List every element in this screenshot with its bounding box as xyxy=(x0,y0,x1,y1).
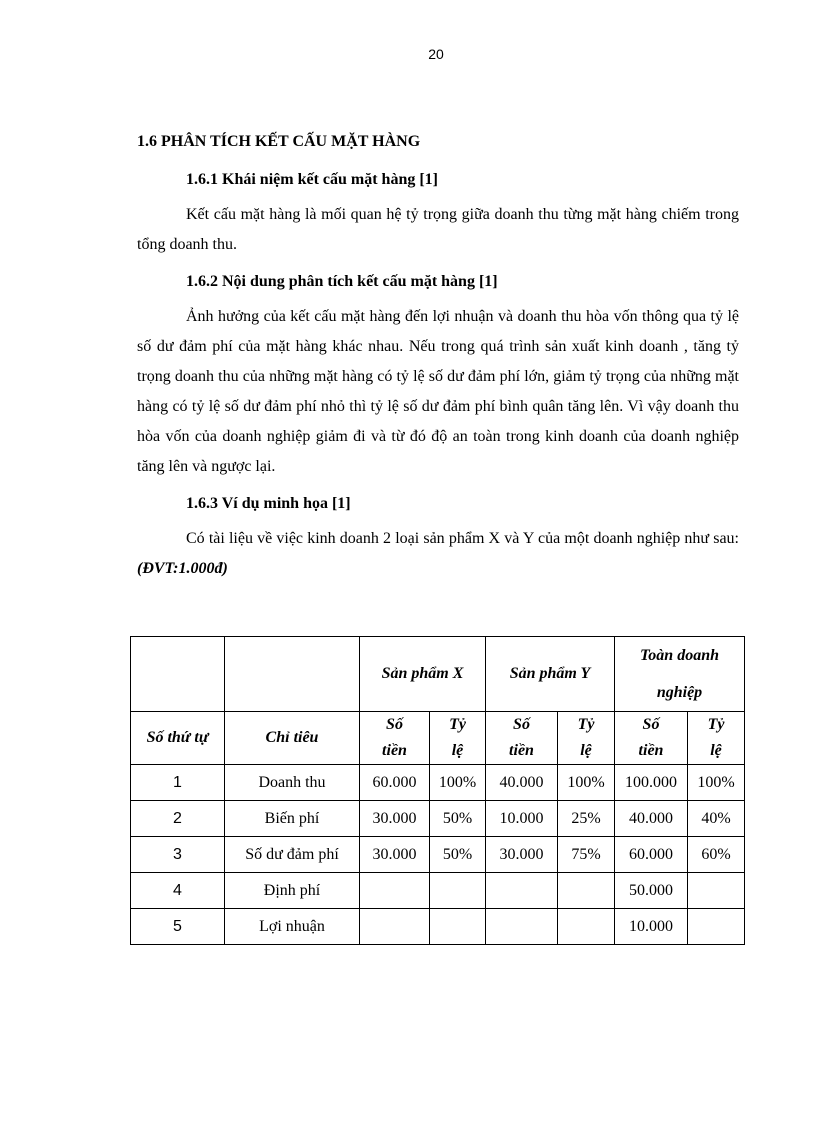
section-heading: 1.6 PHÂN TÍCH KẾT CẤU MẶT HÀNG xyxy=(137,133,421,150)
example-intro: Có tài liệu về việc kinh doanh 2 loại sản phẩm X và Y của một doanh nghiệp như sau: xyxy=(186,530,739,547)
header-empty-2 xyxy=(225,637,360,712)
cell-t-ratio: 60% xyxy=(688,837,745,873)
header-t-ratio: Tỷ lệ xyxy=(688,712,745,765)
subsection-title-example: 1.6.3 Ví dụ minh họa [1] xyxy=(186,495,351,512)
cell-x-ratio xyxy=(430,873,486,909)
table-row xyxy=(131,765,745,801)
document-body xyxy=(137,126,739,584)
cell-t-amount: 50.000 xyxy=(615,873,688,909)
cell-x-ratio xyxy=(430,909,486,945)
header-y-ratio: Tỷ lệ xyxy=(558,712,615,765)
cell-t-amount: 40.000 xyxy=(615,801,688,837)
cell-y-ratio: 75% xyxy=(558,837,615,873)
cell-x-amount xyxy=(360,873,430,909)
cell-y-ratio: 25% xyxy=(558,801,615,837)
cell-name: Số dư đảm phí xyxy=(225,837,360,873)
header-x-ratio: Tỷ lệ xyxy=(430,712,486,765)
header-t-amount: Số tiền xyxy=(615,712,688,765)
subsection-title-content: 1.6.2 Nội dung phân tích kết cấu mặt hàng [1] xyxy=(186,273,498,290)
cell-t-amount: 10.000 xyxy=(615,909,688,945)
cell-x-amount: 30.000 xyxy=(360,837,430,873)
cell-x-ratio: 100% xyxy=(430,765,486,801)
table-row xyxy=(131,909,745,945)
cell-stt: 2 xyxy=(131,801,225,837)
subsection-title-concept: 1.6.1 Khái niệm kết cấu mặt hàng [1] xyxy=(186,171,438,188)
paragraph-content: Ảnh hưởng của kết cấu mặt hàng đến lợi nhuận và doanh thu hòa vốn thông qua tỷ lệ số dư đảm phí của mặt hàng khác nhau. Nếu trong quá trình sản xuất kinh doanh , tăng tỷ trọng doanh thu của những mặt hàng có tỷ lệ số dư đảm phí lớn, giảm tỷ trọng của những mặt hàng có tỷ lệ số dư đảm phí nhỏ thì tỷ lệ số dư đảm phí bình quân tăng lên. Vì vậy doanh thu hòa vốn của doanh nghiệp giảm đi và từ đó độ an toàn trong kinh doanh của doanh nghiệp tăng lên và ngược lại. xyxy=(137,308,739,475)
cell-t-ratio: 100% xyxy=(688,765,745,801)
cell-t-ratio: 40% xyxy=(688,801,745,837)
table-row xyxy=(131,837,745,873)
cell-x-amount: 60.000 xyxy=(360,765,430,801)
header-product-y: Sản phẩm Y xyxy=(486,637,615,712)
header-product-x: Sản phẩm X xyxy=(360,637,486,712)
header-whole-company: Toàn doanh nghiệp xyxy=(615,637,745,712)
cell-y-amount xyxy=(486,909,558,945)
cell-y-ratio xyxy=(558,873,615,909)
paragraph-concept: Kết cấu mặt hàng là mối quan hệ tỷ trọng giữa doanh thu từng mặt hàng chiếm trong tổng doanh thu. xyxy=(137,206,739,253)
cell-name: Doanh thu xyxy=(225,765,360,801)
example-table xyxy=(130,636,745,945)
cell-y-amount xyxy=(486,873,558,909)
cell-t-ratio xyxy=(688,909,745,945)
cell-x-amount xyxy=(360,909,430,945)
cell-t-amount: 100.000 xyxy=(615,765,688,801)
cell-x-ratio: 50% xyxy=(430,801,486,837)
cell-y-ratio: 100% xyxy=(558,765,615,801)
cell-t-amount: 60.000 xyxy=(615,837,688,873)
table-row xyxy=(131,801,745,837)
cell-stt: 3 xyxy=(131,837,225,873)
header-chitieu: Chỉ tiêu xyxy=(225,712,360,765)
cell-name: Biến phí xyxy=(225,801,360,837)
header-empty-1 xyxy=(131,637,225,712)
cell-y-ratio xyxy=(558,909,615,945)
cell-t-ratio xyxy=(688,873,745,909)
unit-note: (ĐVT:1.000đ) xyxy=(137,560,228,577)
cell-name: Định phí xyxy=(225,873,360,909)
cell-name: Lợi nhuận xyxy=(225,909,360,945)
table-row xyxy=(131,873,745,909)
cell-x-ratio: 50% xyxy=(430,837,486,873)
cell-y-amount: 30.000 xyxy=(486,837,558,873)
header-x-amount: Số tiền xyxy=(360,712,430,765)
cell-stt: 4 xyxy=(131,873,225,909)
header-stt: Số thứ tự xyxy=(131,712,225,765)
cell-y-amount: 10.000 xyxy=(486,801,558,837)
cell-stt: 5 xyxy=(131,909,225,945)
header-y-amount: Số tiền xyxy=(486,712,558,765)
cell-y-amount: 40.000 xyxy=(486,765,558,801)
page-number: 20 xyxy=(428,46,444,62)
cell-x-amount: 30.000 xyxy=(360,801,430,837)
cell-stt: 1 xyxy=(131,765,225,801)
paragraph-example xyxy=(137,524,739,584)
